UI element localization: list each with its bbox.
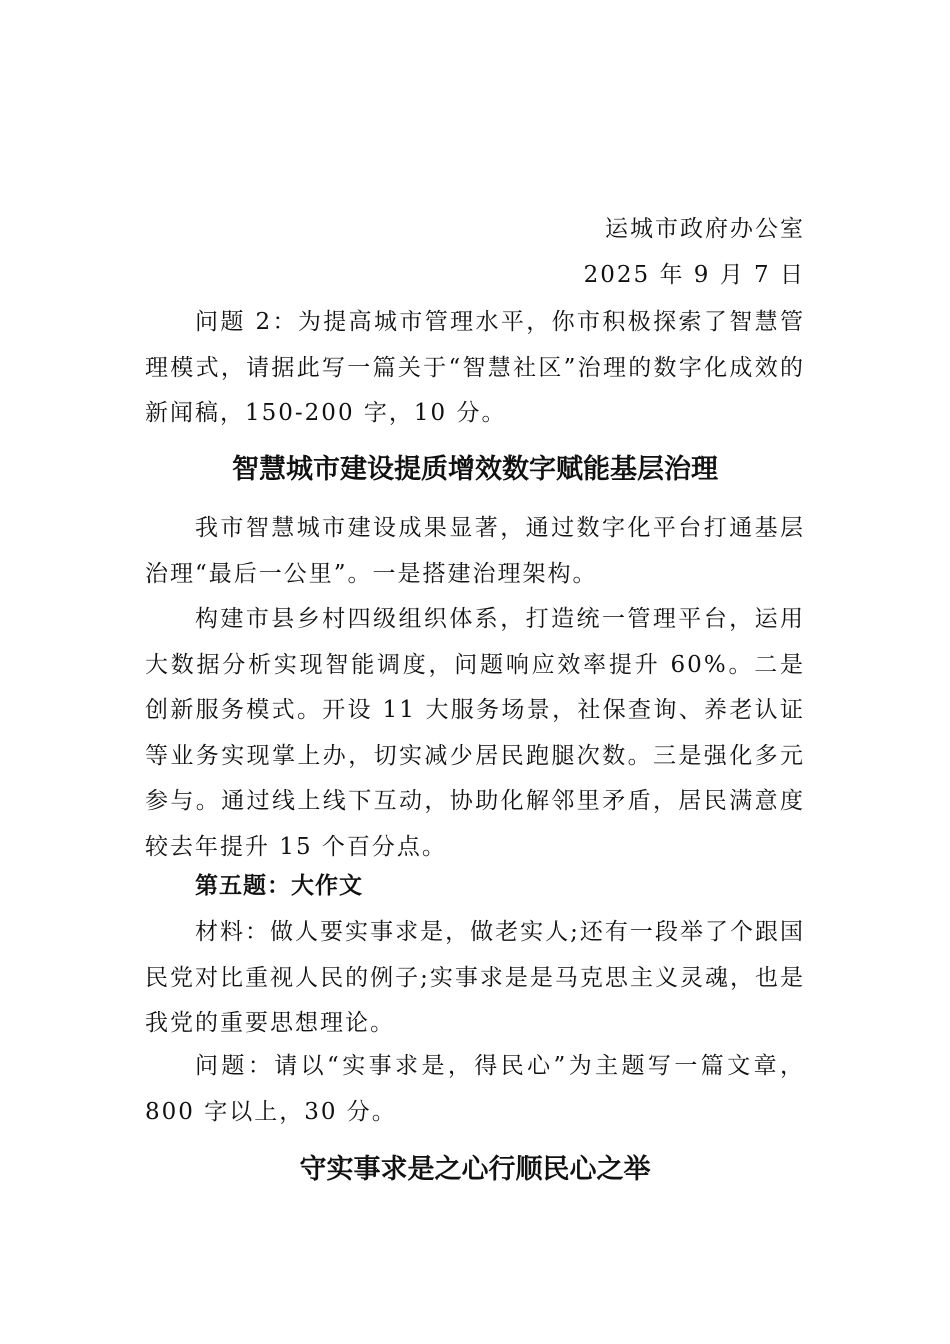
article-1-paragraph-1: 我市智慧城市建设成果显著，通过数字化平台打通基层治理“最后一公里”。一是搭建治理架构。 [145, 515, 805, 587]
article-1-title: 智慧城市建设提质增效数字赋能基层治理 [232, 454, 718, 485]
issue-date: 2025 年 9 月 7 日 [583, 262, 805, 288]
article-2-title: 守实事求是之心行顺民心之举 [299, 1154, 651, 1185]
question-2-text: 问题 2：为提高城市管理水平，你市积极探索了智慧管理模式，请据此写一篇关于“智慧社区”治理的数字化成效的新闻稿，150-200 字，10 分。 [145, 309, 805, 426]
issuing-office: 运城市政府办公室 [605, 216, 805, 242]
question-5-material: 材料：做人要实事求是，做老实人;还有一段举了个跟国民党对比重视人民的例子;实事求是是马克思主义灵魂，也是我党的重要思想理论。 [145, 919, 805, 1036]
question-5-label: 第五题：大作文 [195, 873, 363, 899]
article-1-paragraph-2: 构建市县乡村四级组织体系，打造统一管理平台，运用大数据分析实现智能调度，问题响应效率提升 60%。二是创新服务模式。开设 11 大服务场景，社保查询、养老认证等业务实现掌上办，切实减少居民跑腿次数。三是强化多元参与。通过线上线下互动，协助化解邻里矛盾，居民满意度较去年提升 15 个百分点。 [145, 606, 805, 860]
question-5-prompt: 问题：请以“实事求是，得民心”为主题写一篇文章，800 字以上，30 分。 [145, 1053, 805, 1125]
